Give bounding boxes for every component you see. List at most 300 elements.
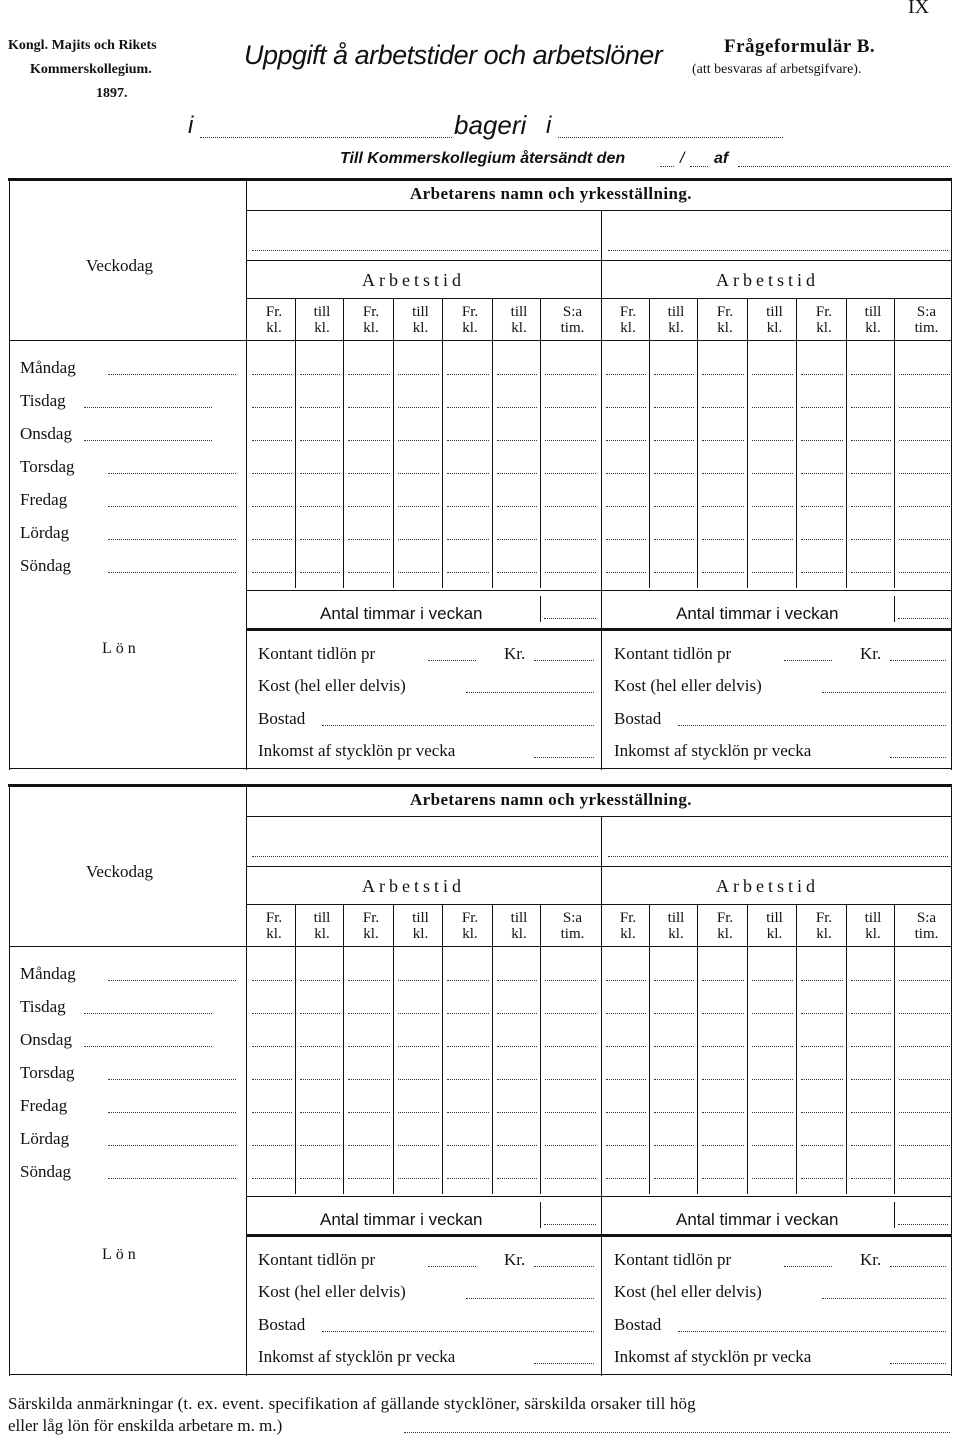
time-cell[interactable] [899,440,950,441]
time-cell[interactable] [606,407,646,408]
wage-kost-field[interactable] [822,1298,946,1299]
column-divider [894,298,895,588]
day-label-6: Söndag [20,1162,71,1181]
time-cell[interactable] [497,539,537,540]
time-cell[interactable] [752,980,793,981]
block-right-border [951,784,952,1376]
time-cell[interactable] [348,539,390,540]
time-cell[interactable] [545,473,596,474]
time-cell[interactable] [398,1013,439,1014]
day-leader [84,407,212,408]
time-cell[interactable] [899,1013,950,1014]
column-header [652,304,700,336]
time-cell[interactable] [398,539,439,540]
time-cell[interactable] [899,980,950,981]
wage-period-field[interactable] [428,1266,476,1267]
column-header-bottom: kl. [668,926,684,942]
time-cell[interactable] [606,1112,646,1113]
wage-kost-field[interactable] [466,1298,594,1299]
time-cell[interactable] [300,1079,340,1080]
time-cell[interactable] [348,1079,390,1080]
column-header-bottom: tim. [560,320,585,336]
time-cell[interactable] [702,506,744,507]
column-header [445,304,495,336]
time-cell[interactable] [702,1013,744,1014]
time-cell[interactable] [252,1112,292,1113]
time-cell[interactable] [398,440,439,441]
column-header-top: S:a [562,304,583,320]
time-cell[interactable] [398,1079,439,1080]
time-cell[interactable] [752,1112,793,1113]
time-cell[interactable] [497,572,537,573]
time-cell[interactable] [654,1046,694,1047]
column-header-bottom: kl. [865,926,881,942]
time-cell[interactable] [545,1046,596,1047]
time-cell[interactable] [447,1013,489,1014]
column-header-top: Fr. [362,304,380,320]
column-header [849,304,897,336]
time-cell[interactable] [545,539,596,540]
time-cell[interactable] [348,374,390,375]
time-cell[interactable] [497,1178,537,1179]
column-header-bottom: kl. [266,926,282,942]
time-cell[interactable] [545,506,596,507]
time-cell[interactable] [801,1112,843,1113]
time-cell[interactable] [252,1178,292,1179]
hours-total-field[interactable] [544,1224,596,1225]
block-label-divider [246,178,247,770]
time-cell[interactable] [801,1046,843,1047]
column-header [604,304,652,336]
column-divider [343,298,344,588]
hours-total-field[interactable] [898,618,948,619]
wage-bostad-label: Bostad [258,1315,306,1334]
wage-inkomst-field[interactable] [890,757,946,758]
time-cell[interactable] [252,407,292,408]
issuer-year: 1897. [96,86,128,101]
time-cell[interactable] [702,440,744,441]
time-cell[interactable] [398,407,439,408]
time-cell[interactable] [545,407,596,408]
column-divider [442,298,443,588]
column-header [604,910,652,942]
time-cell[interactable] [545,1112,596,1113]
time-cell[interactable] [497,980,537,981]
time-cell[interactable] [398,1046,439,1047]
time-cell[interactable] [300,1178,340,1179]
time-cell[interactable] [752,473,793,474]
time-cell[interactable] [606,1046,646,1047]
time-cell[interactable] [252,1145,292,1146]
time-cell[interactable] [252,980,292,981]
time-cell[interactable] [851,1178,891,1179]
time-cell[interactable] [545,374,596,375]
time-cell[interactable] [447,1112,489,1113]
time-cell[interactable] [654,539,694,540]
time-cell[interactable] [398,374,439,375]
time-cell[interactable] [348,440,390,441]
column-divider [747,904,748,1194]
time-cell[interactable] [851,374,891,375]
column-header-bottom: kl. [412,320,429,336]
time-cell[interactable] [752,1013,793,1014]
time-cell[interactable] [497,473,537,474]
wage-period-field[interactable] [784,660,832,661]
time-cell[interactable] [398,572,439,573]
time-cell[interactable] [300,1145,340,1146]
time-cell[interactable] [497,506,537,507]
time-cell[interactable] [398,473,439,474]
time-cell[interactable] [300,539,340,540]
bakery-field[interactable] [558,137,783,138]
time-cell[interactable] [851,1112,891,1113]
time-cell[interactable] [545,1145,596,1146]
time-cell[interactable] [654,1145,694,1146]
day-label-2: Onsdag [20,424,72,443]
time-cell[interactable] [801,1013,843,1014]
time-cell[interactable] [752,1079,793,1080]
time-cell[interactable] [851,1145,891,1146]
column-header-top: Fr. [815,910,833,926]
time-cell[interactable] [752,1178,793,1179]
time-cell[interactable] [752,1046,793,1047]
time-cell[interactable] [851,407,891,408]
column-header-top: till [667,304,685,320]
time-cell[interactable] [702,374,744,375]
time-cell[interactable] [801,980,843,981]
time-cell[interactable] [702,407,744,408]
time-cell[interactable] [348,506,390,507]
time-cell[interactable] [702,473,744,474]
wage-kost-field[interactable] [822,692,946,693]
time-cell[interactable] [801,440,843,441]
time-cell[interactable] [752,1145,793,1146]
rows-bottom-line [246,1196,952,1197]
time-cell[interactable] [606,1178,646,1179]
time-cell[interactable] [752,407,793,408]
wage-bostad-field[interactable] [678,1331,946,1332]
returned-by-field[interactable] [738,166,950,167]
time-cell[interactable] [497,1145,537,1146]
wage-amount-field[interactable] [890,1266,946,1267]
time-cell[interactable] [752,440,793,441]
time-cell[interactable] [398,506,439,507]
time-cell[interactable] [851,473,891,474]
time-cell[interactable] [252,539,292,540]
time-cell[interactable] [447,980,489,981]
time-cell[interactable] [702,1112,744,1113]
remarks-field[interactable] [404,1432,950,1433]
time-cell[interactable] [545,572,596,573]
issuer-line1: Kongl. Majits och Rikets [8,38,157,53]
time-cell[interactable] [851,1013,891,1014]
wage-amount-field[interactable] [890,660,946,661]
location-prefix: i [188,112,194,139]
column-header-top: Fr. [619,910,637,926]
time-cell[interactable] [606,473,646,474]
time-cell[interactable] [801,407,843,408]
time-cell[interactable] [447,440,489,441]
returned-month-field[interactable] [690,166,708,167]
hours-total-field[interactable] [544,618,596,619]
time-cell[interactable] [606,539,646,540]
time-cell[interactable] [348,572,390,573]
wage-bostad-label: Bostad [258,709,306,728]
hours-total-label: Antal timmar i veckan [676,1210,839,1229]
hours-total-field[interactable] [898,1224,948,1225]
block-label-divider [246,784,247,1376]
time-cell[interactable] [447,506,489,507]
time-cell[interactable] [497,1112,537,1113]
time-cell[interactable] [300,473,340,474]
time-cell[interactable] [899,539,950,540]
time-cell[interactable] [348,1112,390,1113]
time-cell[interactable] [545,1178,596,1179]
time-cell[interactable] [752,539,793,540]
wage-kost-field[interactable] [466,692,594,693]
column-header [396,910,445,942]
column-header-top: Fr. [461,910,479,926]
time-cell[interactable] [702,539,744,540]
weekday-label: Veckodag [86,862,154,881]
time-cell[interactable] [447,572,489,573]
wage-bostad-field[interactable] [322,725,594,726]
time-cell[interactable] [801,1145,843,1146]
time-cell[interactable] [899,1112,950,1113]
time-cell[interactable] [497,407,537,408]
time-cell[interactable] [801,1178,843,1179]
time-cell[interactable] [801,1079,843,1080]
time-cell[interactable] [348,1178,390,1179]
worktime-label: Arbetstid [716,270,819,290]
hours-total-divider [894,1202,895,1228]
time-cell[interactable] [702,1178,744,1179]
returned-date-field[interactable] [660,166,674,167]
wage-inkomst-field[interactable] [534,757,594,758]
worker-name-field[interactable] [252,250,598,251]
day-leader [84,1013,212,1014]
time-cell[interactable] [447,1079,489,1080]
time-cell[interactable] [851,572,891,573]
time-cell[interactable] [545,1013,596,1014]
time-cell[interactable] [497,1013,537,1014]
time-cell[interactable] [899,1079,950,1080]
time-cell[interactable] [545,440,596,441]
time-cell[interactable] [654,506,694,507]
column-header-top: Fr. [716,304,734,320]
time-cell[interactable] [606,572,646,573]
time-cell[interactable] [899,473,950,474]
wage-amount-field[interactable] [534,1266,594,1267]
time-cell[interactable] [252,1013,292,1014]
time-cell[interactable] [398,1178,439,1179]
time-cell[interactable] [398,980,439,981]
time-cell[interactable] [702,980,744,981]
time-cell[interactable] [447,407,489,408]
time-cell[interactable] [348,980,390,981]
wage-period-field[interactable] [428,660,476,661]
time-cell[interactable] [654,440,694,441]
wage-amount-field[interactable] [534,660,594,661]
time-cell[interactable] [300,374,340,375]
time-cell[interactable] [606,1145,646,1146]
time-cell[interactable] [348,1046,390,1047]
time-cell[interactable] [606,506,646,507]
time-cell[interactable] [300,572,340,573]
time-cell[interactable] [545,980,596,981]
time-cell[interactable] [300,1112,340,1113]
block-bottom-line [9,1374,952,1375]
time-cell[interactable] [654,980,694,981]
time-cell[interactable] [348,473,390,474]
time-cell[interactable] [851,1079,891,1080]
time-cell[interactable] [851,980,891,981]
time-cell[interactable] [447,539,489,540]
wage-inkomst-field[interactable] [534,1363,594,1364]
time-cell[interactable] [497,1079,537,1080]
name-underline [246,260,952,261]
column-divider [894,904,895,1194]
wage-inkomst-field[interactable] [890,1363,946,1364]
column-header [652,910,700,942]
column-header-bottom: kl. [314,926,330,942]
column-header [396,304,445,336]
time-cell[interactable] [606,1013,646,1014]
time-cell[interactable] [851,440,891,441]
issuer-line2: Kommerskollegium. [30,62,152,77]
header-bottom-line [9,340,952,341]
time-cell[interactable] [899,1046,950,1047]
time-cell[interactable] [899,374,950,375]
wage-period-field[interactable] [784,1266,832,1267]
time-cell[interactable] [252,506,292,507]
time-cell[interactable] [702,572,744,573]
time-cell[interactable] [606,980,646,981]
time-cell[interactable] [752,374,793,375]
time-cell[interactable] [654,572,694,573]
worktime-label: Arbetstid [716,876,819,896]
time-cell[interactable] [752,506,793,507]
column-header [495,910,543,942]
day-leader [84,440,212,441]
column-header [799,910,849,942]
time-cell[interactable] [801,473,843,474]
time-cell[interactable] [899,407,950,408]
column-header-top: till [510,304,528,320]
time-cell[interactable] [654,1178,694,1179]
time-cell[interactable] [398,1112,439,1113]
time-cell[interactable] [702,1079,744,1080]
time-cell[interactable] [606,374,646,375]
time-cell[interactable] [654,407,694,408]
wage-inkomst-label: Inkomst af stycklön pr vecka [614,741,812,760]
time-cell[interactable] [252,1079,292,1080]
wage-bostad-field[interactable] [322,1331,594,1332]
form-id: Frågeformulär B. [724,36,876,57]
time-cell[interactable] [300,1046,340,1047]
time-cell[interactable] [447,1178,489,1179]
column-header [346,910,396,942]
time-cell[interactable] [252,374,292,375]
time-cell[interactable] [447,1046,489,1047]
column-divider [540,298,541,588]
time-cell[interactable] [606,1079,646,1080]
time-cell[interactable] [654,473,694,474]
location-field[interactable] [200,137,452,138]
worker-name-field[interactable] [252,856,598,857]
time-cell[interactable] [300,980,340,981]
time-cell[interactable] [899,1145,950,1146]
time-cell[interactable] [702,1046,744,1047]
time-cell[interactable] [801,506,843,507]
block-right-border [951,178,952,770]
time-cell[interactable] [702,1145,744,1146]
time-cell[interactable] [606,440,646,441]
time-cell[interactable] [252,473,292,474]
page-number: IX [908,0,930,18]
time-cell[interactable] [300,506,340,507]
day-leader [108,980,236,981]
time-cell[interactable] [300,1013,340,1014]
time-cell[interactable] [899,572,950,573]
day-label-5: Lördag [20,1129,70,1148]
day-label-6: Söndag [20,556,71,575]
block-bottom-line [9,768,952,769]
time-cell[interactable] [252,1046,292,1047]
time-cell[interactable] [899,1178,950,1179]
hours-total-divider [540,1202,541,1228]
time-cell[interactable] [348,407,390,408]
time-cell[interactable] [654,1112,694,1113]
time-cell[interactable] [447,374,489,375]
time-cell[interactable] [654,1013,694,1014]
column-divider [393,298,394,588]
time-cell[interactable] [447,473,489,474]
time-cell[interactable] [497,1046,537,1047]
remarks-line2: eller låg lön för enskilda arbetare m. m.) [8,1416,283,1435]
time-cell[interactable] [851,1046,891,1047]
time-cell[interactable] [497,440,537,441]
time-cell[interactable] [447,1145,489,1146]
worker-name-field[interactable] [608,250,948,251]
hours-total-label: Antal timmar i veckan [320,604,483,623]
time-cell[interactable] [545,1079,596,1080]
column-header [750,304,799,336]
column-divider [492,298,493,588]
time-cell[interactable] [654,374,694,375]
time-cell[interactable] [899,506,950,507]
time-cell[interactable] [252,572,292,573]
time-cell[interactable] [398,1145,439,1146]
time-cell[interactable] [252,440,292,441]
time-cell[interactable] [851,506,891,507]
time-cell[interactable] [752,572,793,573]
wage-kontant-label: Kontant tidlön pr [258,644,376,663]
time-cell[interactable] [801,374,843,375]
time-cell[interactable] [300,440,340,441]
time-cell[interactable] [300,407,340,408]
time-cell[interactable] [654,1079,694,1080]
time-cell[interactable] [801,572,843,573]
time-cell[interactable] [801,539,843,540]
wage-bostad-field[interactable] [678,725,946,726]
time-cell[interactable] [348,1145,390,1146]
time-cell[interactable] [348,1013,390,1014]
worker-name-field[interactable] [608,856,948,857]
time-cell[interactable] [497,374,537,375]
hours-total-label: Antal timmar i veckan [676,604,839,623]
time-cell[interactable] [851,539,891,540]
